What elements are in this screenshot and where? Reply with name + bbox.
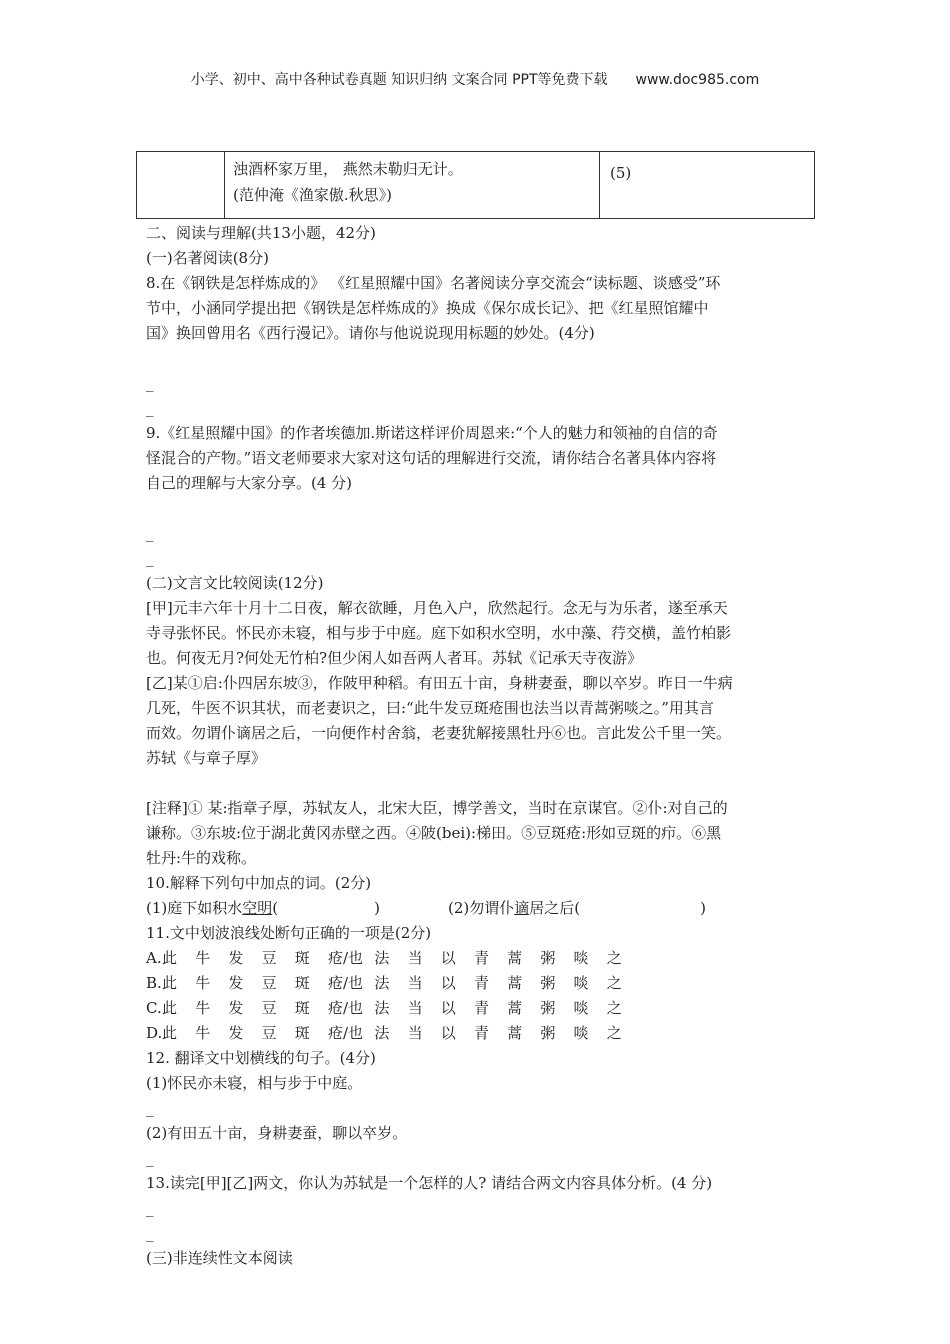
q8-line-3: 国》换回曾用名《西行漫记》。请你与他说说现用标题的妙处。(4分) <box>146 324 595 342</box>
passage-jia-line-1: [甲]元丰六年十月十二日夜，解衣欲睡，月色入户，欣然起行。念无与为乐者，遂至承天 <box>146 599 728 617</box>
notes-line-2: 谦称。③东坡:位于湖北黄冈赤壁之西。④陂(bei):梯田。⑤豆斑疮:形如豆斑的疖。⑥黑 <box>146 824 722 842</box>
section-title: 二、阅读与理解(共13小题，42分) <box>146 224 376 242</box>
poem-table-empty-cell <box>137 152 225 219</box>
q8-line-1: 8.在《钢铁是怎样炼成的》 《红星照耀中国》名著阅读分享交流会“读标题、谈感受”环 <box>146 274 721 292</box>
q12-sentence-1: (1)怀民亦未寝，相与步于中庭。 <box>146 1074 363 1092</box>
q11-stem: 11.文中划波浪线处断句正确的一项是(2分) <box>146 924 432 942</box>
part2-title: (二)文言文比较阅读(12分) <box>146 574 324 592</box>
q13-stem: 13.读完[甲][乙]两文，你认为苏轼是一个怎样的人? 请结合两文内容具体分析。(4 分) <box>146 1174 713 1192</box>
q12-sentence-2: (2)有田五十亩，身耕妻蚕，聊以卒岁。 <box>146 1124 408 1142</box>
poem-line-1: 浊酒杯家万里， 燕然未勒归无计。 <box>233 160 463 178</box>
answer-line: _ <box>146 399 154 417</box>
q11-option-c[interactable]: C. 此 牛 发 豆 斑 疮/也 法 当 以 青 蒿 粥 啖 之 <box>146 999 622 1017</box>
part3-title: (三)非连续性文本阅读 <box>146 1249 293 1267</box>
q11-option-b[interactable]: B. 此 牛 发 豆 斑 疮/也 法 当 以 青 蒿 粥 啖 之 <box>146 974 622 992</box>
dotted-word: 空明 <box>242 899 273 917</box>
passage-yi-line-4: 苏轼《与章子厚》 <box>146 749 267 767</box>
notes-line-1: [注释]① 某:指章子厚，苏轼友人，北宋大臣，博学善文，当时在京谋官。②仆:对自己的 <box>146 799 728 817</box>
passage-yi-line-2: 几死，牛医不识其状，而老妻识之，曰:“此牛发豆斑疮围也法当以青蒿粥啖之。”用其言 <box>146 699 714 717</box>
q10-items: (1)庭下如积水空明( ) (2)勿谓仆谪居之后( ) <box>146 899 706 917</box>
passage-jia-line-3: 也。何夜无月?何处无竹柏?但少闲人如吾两人者耳。苏轼《记承天寺夜游》 <box>146 649 643 667</box>
q10-stem: 10.解释下列句中加点的词。(2分) <box>146 874 372 892</box>
q9-line-2: 怪混合的产物。”语文老师要求大家对这句话的理解进行交流，请你结合名著具体内容将 <box>146 449 717 467</box>
header-site: www.doc985.com <box>635 72 760 88</box>
answer-line: _ <box>146 1149 154 1167</box>
answer-line: _ <box>146 524 154 542</box>
q8-line-2: 节中，小涵同学提出把《钢铁是怎样炼成的》换成《保尔成长记》、把《红星照馆耀中 <box>146 299 709 317</box>
passage-yi-line-3: 而效。勿谓仆谪居之后，一向便作村舍翁，老妻犹解接黑牡丹⑥也。言此发公千里一笑。 <box>146 724 732 742</box>
q11-option-a[interactable]: A. 此 牛 发 豆 斑 疮/也 法 当 以 青 蒿 粥 啖 之 <box>146 949 622 967</box>
q9-line-1: 9.《红星照耀中国》的作者埃德加.斯诺这样评价周恩来:“个人的魅力和领袖的自信的奇 <box>146 424 718 442</box>
poem-table-text-cell <box>225 152 600 219</box>
header-text: 小学、初中、高中各种试卷真题 知识归纳 文案合同 PPT等免费下载 <box>190 72 608 88</box>
page-header <box>0 69 950 89</box>
answer-line: _ <box>146 374 154 392</box>
answer-line: _ <box>146 1224 154 1242</box>
notes-line-3: 牡丹:牛的戏称。 <box>146 849 257 867</box>
document-body <box>146 221 810 1271</box>
q9-line-3: 自己的理解与大家分享。(4 分) <box>146 474 353 492</box>
part1-title: (一)名著阅读(8分) <box>146 249 269 267</box>
passage-yi-line-1: [乙]某①启:仆四居东坡③，作陂甲种稻。有田五十亩，身耕妻蚕，聊以卒岁。昨日一牛病 <box>146 674 733 692</box>
answer-line: _ <box>146 1199 154 1217</box>
q11-option-d[interactable]: D. 此 牛 发 豆 斑 疮/也 法 当 以 青 蒿 粥 啖 之 <box>146 1024 622 1042</box>
poem-table-answer-cell: (5) <box>600 152 815 219</box>
q12-stem: 12. 翻译文中划横线的句子。(4分) <box>146 1049 376 1067</box>
answer-line: _ <box>146 549 154 567</box>
poem-source: (范仲淹《渔家傲.秋思》) <box>233 186 392 204</box>
poem-table <box>136 151 815 219</box>
dotted-word: 谪 <box>514 899 530 917</box>
passage-jia-line-2: 寺寻张怀民。怀民亦未寝，相与步于中庭。庭下如积水空明，水中藻、荇交横，盖竹柏影 <box>146 624 732 642</box>
answer-line: _ <box>146 1099 154 1117</box>
